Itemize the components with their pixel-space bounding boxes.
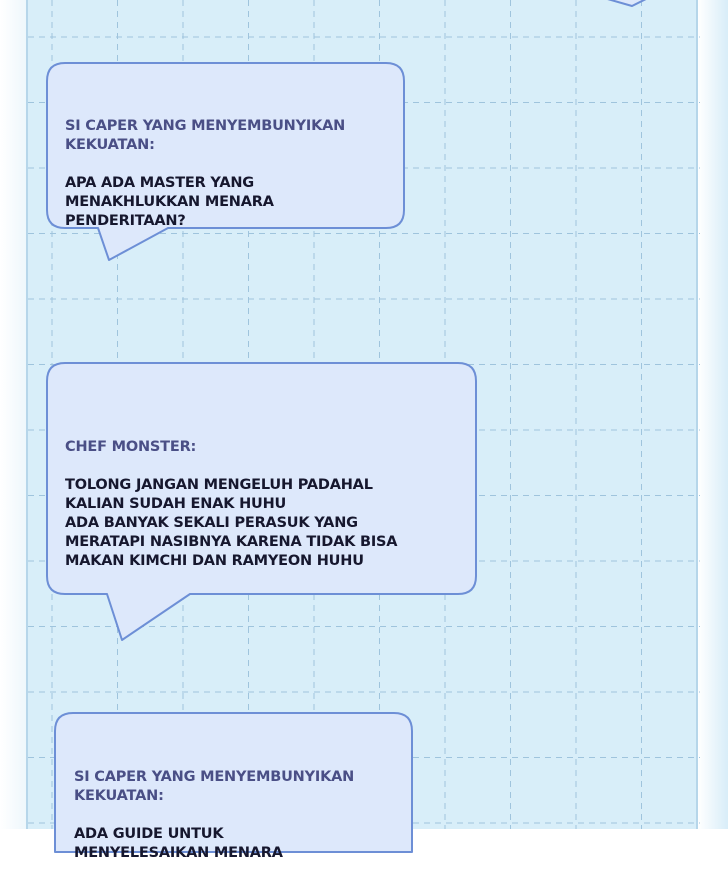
message-text: ADA GUIDE UNTUK MENYELESAIKAN MENARA (74, 826, 283, 861)
speaker-name: SI CAPER YANG MENYEMBUNYIKAN KEKUATAN: (65, 118, 346, 153)
left-margin (0, 0, 26, 829)
chat-bubble-2 (47, 362, 479, 642)
right-glow (698, 0, 728, 829)
message-text: TOLONG JANGAN MENGELUH PADAHAL KALIAN SUDAH ENAK HUHU ADA BANYAK SEKALI PERASUK YANG MERATAPI NASIBNYA KARENA TIDAK BISA MAKAN KIMCHI DAN RAMYEON HUHU (65, 477, 398, 569)
bubble-text (74, 749, 354, 882)
bubble-text (65, 98, 345, 250)
message-text: APA ADA MASTER YANG MENAKHLUKKAN MENARA PENDERITAAN? (65, 175, 274, 229)
speaker-name: CHEF MONSTER: (65, 439, 197, 455)
chat-panel[interactable] (26, 0, 698, 861)
chat-bubble-3 (55, 712, 415, 861)
speaker-name: SI CAPER YANG MENYEMBUNYIKAN KEKUATAN: (74, 769, 355, 804)
bubble-text (65, 419, 397, 590)
chat-bubble-1 (47, 62, 407, 262)
